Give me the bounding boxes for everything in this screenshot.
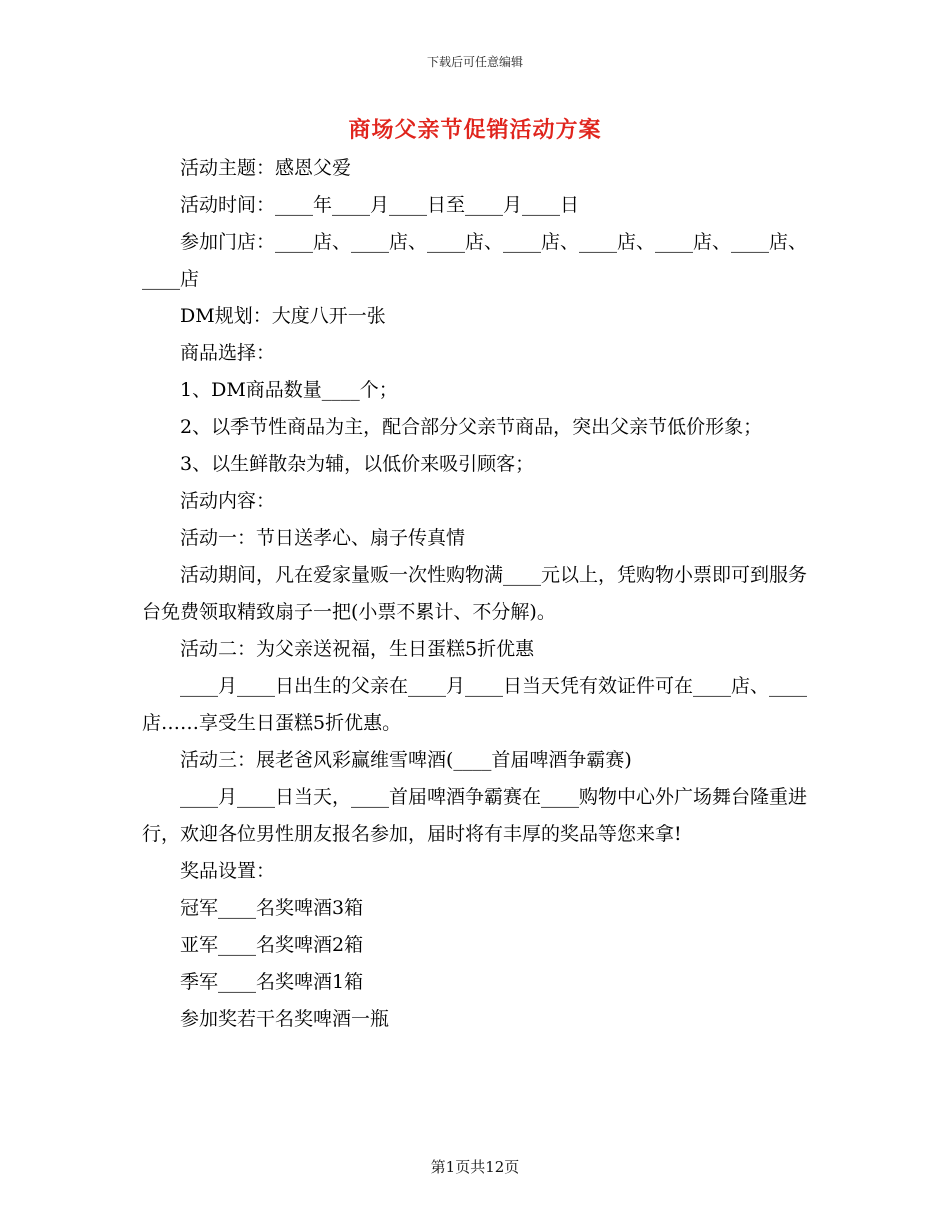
page-header-note: 下载后可任意编辑 [426,55,523,69]
paragraph: 活动期间，凡在爱家量贩一次性购物满____元以上，凭购物小票即可到服务台免费领取精致扇子一把(小票不累计、不分解)。 [142,564,808,623]
paragraph: 3、以生鲜散杂为辅，以低价来吸引顾客； [180,453,535,475]
paragraph: 活动一：节日送孝心、扇子传真情 [180,527,466,549]
document-title: 商场父亲节促销活动方案 [348,117,602,143]
paragraph: 参加门店：____店、____店、____店、____店、____店、____店、____店、____店 [142,231,808,290]
paragraph: 2、以季节性商品为主，配合部分父亲节商品，突出父亲节低价形象； [180,416,763,438]
paragraph: DM规划：大度八开一张 [180,305,386,327]
paragraph: 活动三：展老爸风彩赢维雪啤酒(____首届啤酒争霸赛) [180,749,632,771]
paragraph: 冠军____名奖啤酒3箱 [180,897,364,919]
document-body [142,150,810,1038]
paragraph: 活动二：为父亲送祝福，生日蛋糕5折优惠 [180,638,535,660]
paragraph: 活动主题：感恩父爱 [180,157,352,179]
paragraph: 商品选择： [180,342,276,364]
paragraph: 活动时间：____年____月____日至____月____日 [180,194,580,216]
paragraph: 季军____名奖啤酒1箱 [180,971,364,993]
paragraph: 奖品设置： [180,860,276,882]
paragraph: 参加奖若干名奖啤酒一瓶 [180,1008,390,1030]
page-footer: 第1页共12页 [430,1158,520,1176]
paragraph: 活动内容： [180,490,276,512]
paragraph: 亚军____名奖啤酒2箱 [180,934,364,956]
paragraph: ____月____日当天，____首届啤酒争霸赛在____购物中心外广场舞台隆重进行，欢迎各位男性朋友报名参加，届时将有丰厚的奖品等您来拿! [142,786,808,845]
paragraph: ____月____日出生的父亲在____月____日当天凭有效证件可在____店、____店……享受生日蛋糕5折优惠。 [142,675,808,734]
paragraph: 1、DM商品数量____个； [180,379,398,401]
